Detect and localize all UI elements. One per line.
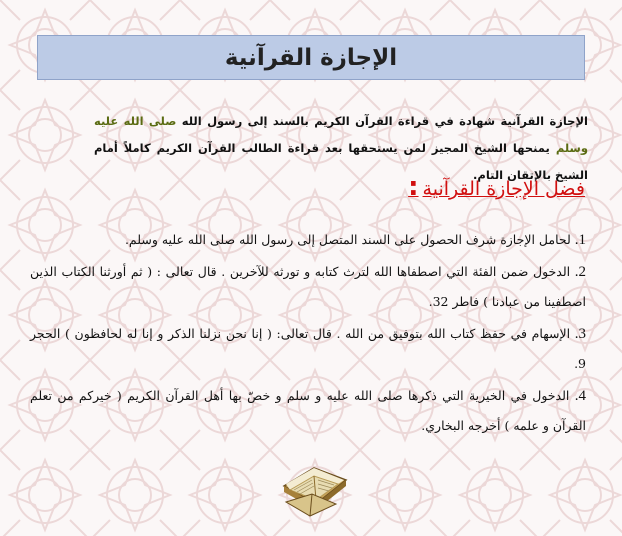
item-number: 4. <box>574 388 586 404</box>
list-item <box>30 319 586 379</box>
benefits-list <box>30 225 586 443</box>
item-text: الإسهام في حفظ كتاب الله بتوفيق من الله . قال تعالى: ( إنا نحن نزلنا الذكر و إنا له لحافظون ) الحجر 9. <box>30 326 586 371</box>
intro-highlight: صلى الله عليه وسلم <box>94 114 588 155</box>
title-banner <box>37 35 585 80</box>
item-number: 3. <box>574 326 586 342</box>
item-number: 2. <box>574 264 586 280</box>
list-item <box>30 257 586 317</box>
item-text: الدخول ضمن الفئة التي اصطفاها الله لترث كتابه و تورثه للآخرين . قال تعالى : ( ثم أورثنا الكتاب الذين اصطفينا من عبادنا ) فاطر 32. <box>30 264 586 309</box>
item-text: لحامل الإجازة شرف الحصول على السند المتصل إلى رسول الله صلى الله عليه وسلم. <box>124 232 571 247</box>
section-heading <box>408 172 585 202</box>
section-heading-colon: : <box>408 172 419 202</box>
intro-text-part2: يمنحها الشيخ المجيز لمن يستحقها بعد قراءة الطالب القرآن الكريم كاملاً أمام الشيخ بالإتقان التام. <box>94 141 588 182</box>
open-quran-book-icon <box>276 446 352 524</box>
list-item <box>30 381 586 441</box>
item-text: الدخول في الخيرية التي ذكرها صلى الله عليه و سلم و خصّ بها أهل القرآن الكريم ( خيركم من تعلم القرآن و علمه ) أخرجه البخاري. <box>30 388 586 433</box>
page-title: الإجازة القرآنية <box>224 44 398 71</box>
section-heading-text: فضل الإجازة القرآنية <box>422 178 585 200</box>
list-item <box>30 225 586 255</box>
intro-text-part1: الإجازة القرآنية شهادة في قراءة القرآن الكريم بالسند إلى رسول الله <box>181 114 588 128</box>
item-number: 1. <box>574 232 586 248</box>
